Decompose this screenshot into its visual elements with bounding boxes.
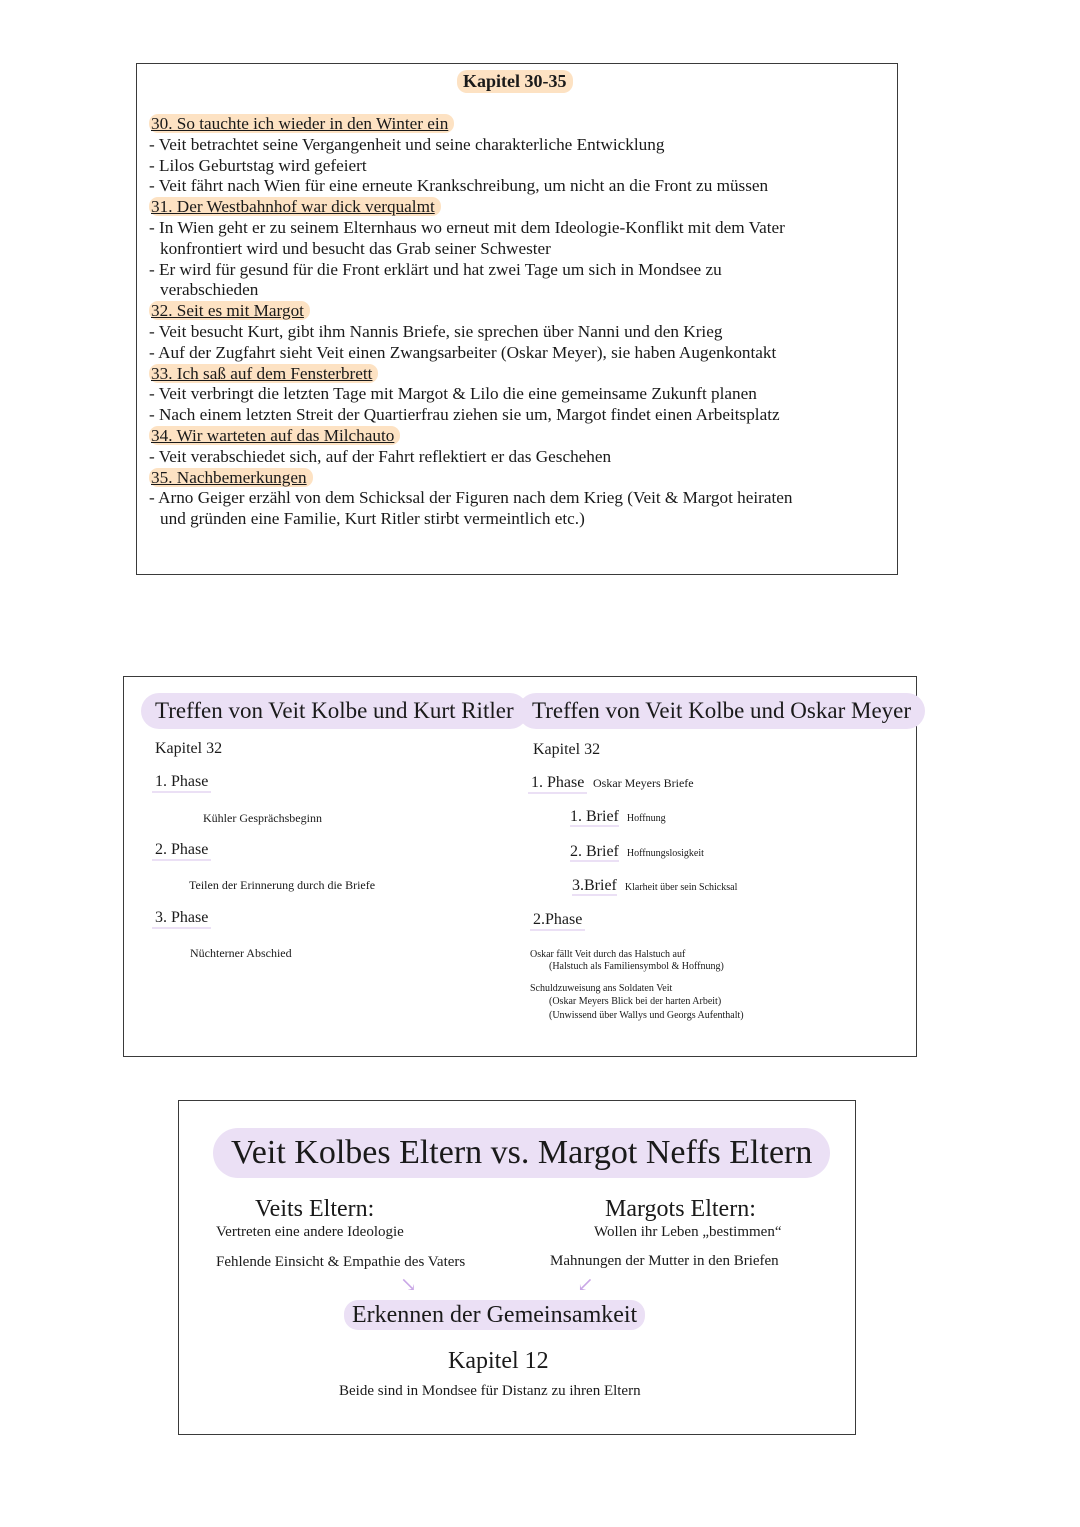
common-ground-label: Erkennen der Gemeinsamkeit bbox=[344, 1300, 645, 1330]
summary-line: - Lilos Geburtstag wird gefeiert bbox=[149, 155, 367, 175]
oskar-phase-1: 1. Phase bbox=[528, 774, 587, 794]
summary-line: - Veit verbringt die letzten Tage mit Margot & Lilo die eine gemeinsame Zukunft planen bbox=[149, 384, 757, 404]
margot-parents-line-2: Mahnungen der Mutter in den Briefen bbox=[550, 1253, 779, 1269]
veit-parents-line-1: Vertreten eine andere Ideologie bbox=[216, 1224, 404, 1240]
summary-line: - Arno Geiger erzähl von dem Schicksal der Figuren nach dem Krieg (Veit & Margot heiraten bbox=[149, 488, 793, 508]
chapter-heading bbox=[149, 364, 793, 385]
kurt-meeting-title: Treffen von Veit Kolbe und Kurt Ritler bbox=[141, 693, 528, 729]
oskar-brief-3 bbox=[572, 877, 737, 895]
arrow-down-left-icon: ↙ bbox=[577, 1274, 594, 1296]
kurt-phase-3: 3. Phase bbox=[152, 909, 211, 929]
summary-lines bbox=[149, 114, 793, 530]
chapter-heading bbox=[149, 114, 793, 135]
parents-title: Veit Kolbes Eltern vs. Margot Neffs Eltern bbox=[213, 1128, 830, 1178]
summary-line-continued: und gründen eine Familie, Kurt Ritler stirbt vermeintlich etc.) bbox=[160, 509, 585, 529]
chapter-heading-text: 30. So tauchte ich wieder in den Winter ein bbox=[149, 114, 454, 133]
kurt-phase-2-desc: Teilen der Erinnerung durch die Briefe bbox=[189, 878, 376, 892]
oskar-kapitel: Kapitel 32 bbox=[533, 741, 601, 758]
chapter-heading-text: 33. Ich saß auf dem Fensterbrett bbox=[149, 364, 378, 383]
chapter-heading bbox=[149, 197, 793, 218]
summary-line-continued: konfrontiert wird und besucht das Grab seiner Schwester bbox=[160, 238, 551, 258]
oskar-brief-1 bbox=[570, 808, 666, 826]
chapter-heading-text: 32. Seit es mit Margot bbox=[149, 301, 310, 320]
chapter-heading bbox=[149, 468, 793, 489]
oskar-phase-2-line-3: Schuldzuweisung ans Soldaten Veit bbox=[530, 983, 673, 994]
veit-parents-line-2: Fehlende Einsicht & Empathie des Vaters bbox=[216, 1254, 466, 1270]
oskar-phase-2: 2.Phase bbox=[530, 911, 585, 931]
brief-note: Hoffnungslosigkeit bbox=[626, 848, 704, 859]
parents-kapitel: Kapitel 12 bbox=[448, 1348, 549, 1374]
oskar-brief-2 bbox=[570, 843, 704, 861]
parents-conclusion: Beide sind in Mondsee für Distanz zu ihren Eltern bbox=[339, 1383, 641, 1399]
summary-line: - Veit besucht Kurt, gibt ihm Nannis Briefe, sie sprechen über Nanni und den Krieg bbox=[149, 321, 723, 341]
chapter-heading-text: 31. Der Westbahnhof war dick verqualmt bbox=[149, 197, 441, 216]
oskar-phase-2-line-1: Oskar fällt Veit durch das Halstuch auf bbox=[530, 949, 686, 960]
chapter-heading-text: 35. Nachbemerkungen bbox=[149, 468, 313, 487]
chapter-summary-box bbox=[136, 63, 898, 575]
parents-comparison-box bbox=[178, 1100, 856, 1435]
oskar-phase-1-note: Oskar Meyers Briefe bbox=[593, 776, 694, 790]
summary-line: - Veit verabschiedet sich, auf der Fahrt reflektiert er das Geschehen bbox=[149, 446, 612, 466]
kurt-phase-1-desc: Kühler Gesprächsbeginn bbox=[203, 811, 322, 825]
meetings-box bbox=[123, 676, 917, 1057]
kurt-phase-3-desc: Nüchterner Abschied bbox=[190, 946, 292, 960]
brief-note: Hoffnung bbox=[626, 813, 666, 824]
arrow-down-right-icon: ↘ bbox=[400, 1274, 417, 1296]
oskar-phase-2-line-4: (Oskar Meyers Blick bei der harten Arbeit) bbox=[549, 996, 722, 1007]
brief-label: 2. Brief bbox=[570, 843, 619, 860]
brief-label: 1. Brief bbox=[570, 808, 619, 825]
brief-label: 3.Brief bbox=[572, 877, 617, 894]
kurt-phase-2: 2. Phase bbox=[152, 841, 211, 861]
brief-note: Klarheit über sein Schicksal bbox=[624, 882, 738, 893]
veit-parents-heading: Veits Eltern: bbox=[255, 1196, 375, 1222]
summary-line: - Auf der Zugfahrt sieht Veit einen Zwangsarbeiter (Oskar Meyer), sie haben Augenkontakt bbox=[149, 342, 777, 362]
summary-line-continued: verabschieden bbox=[160, 280, 259, 300]
margot-parents-heading: Margots Eltern: bbox=[605, 1196, 756, 1222]
oskar-meeting-title: Treffen von Veit Kolbe und Oskar Meyer bbox=[518, 693, 925, 729]
summary-line: - Er wird für gesund für die Front erklärt und hat zwei Tage um sich in Mondsee zu bbox=[149, 259, 722, 279]
summary-line: - Veit betrachtet seine Vergangenheit und seine charakterliche Entwicklung bbox=[149, 134, 665, 154]
chapter-heading-text: 34. Wir warteten auf das Milchauto bbox=[149, 426, 400, 445]
summary-line: - In Wien geht er zu seinem Elternhaus wo erneut mit dem Ideologie-Konflikt mit dem Vater bbox=[149, 217, 785, 237]
summary-title: Kapitel 30-35 bbox=[457, 70, 573, 93]
oskar-phase-2-line-2: (Halstuch als Familiensymbol & Hoffnung) bbox=[549, 961, 724, 972]
chapter-heading bbox=[149, 301, 793, 322]
kurt-phase-1: 1. Phase bbox=[152, 773, 211, 793]
oskar-phase-2-line-5: (Unwissend über Wallys und Georgs Aufenthalt) bbox=[549, 1010, 744, 1021]
kurt-kapitel: Kapitel 32 bbox=[155, 740, 223, 757]
chapter-heading bbox=[149, 426, 793, 447]
summary-line: - Nach einem letzten Streit der Quartierfrau ziehen sie um, Margot findet einen Arbeitsplatz bbox=[149, 405, 780, 425]
summary-line: - Veit fährt nach Wien für eine erneute Krankschreibung, um nicht an die Front zu müssen bbox=[149, 176, 769, 196]
margot-parents-line-1: Wollen ihr Leben „bestimmen“ bbox=[594, 1224, 782, 1240]
